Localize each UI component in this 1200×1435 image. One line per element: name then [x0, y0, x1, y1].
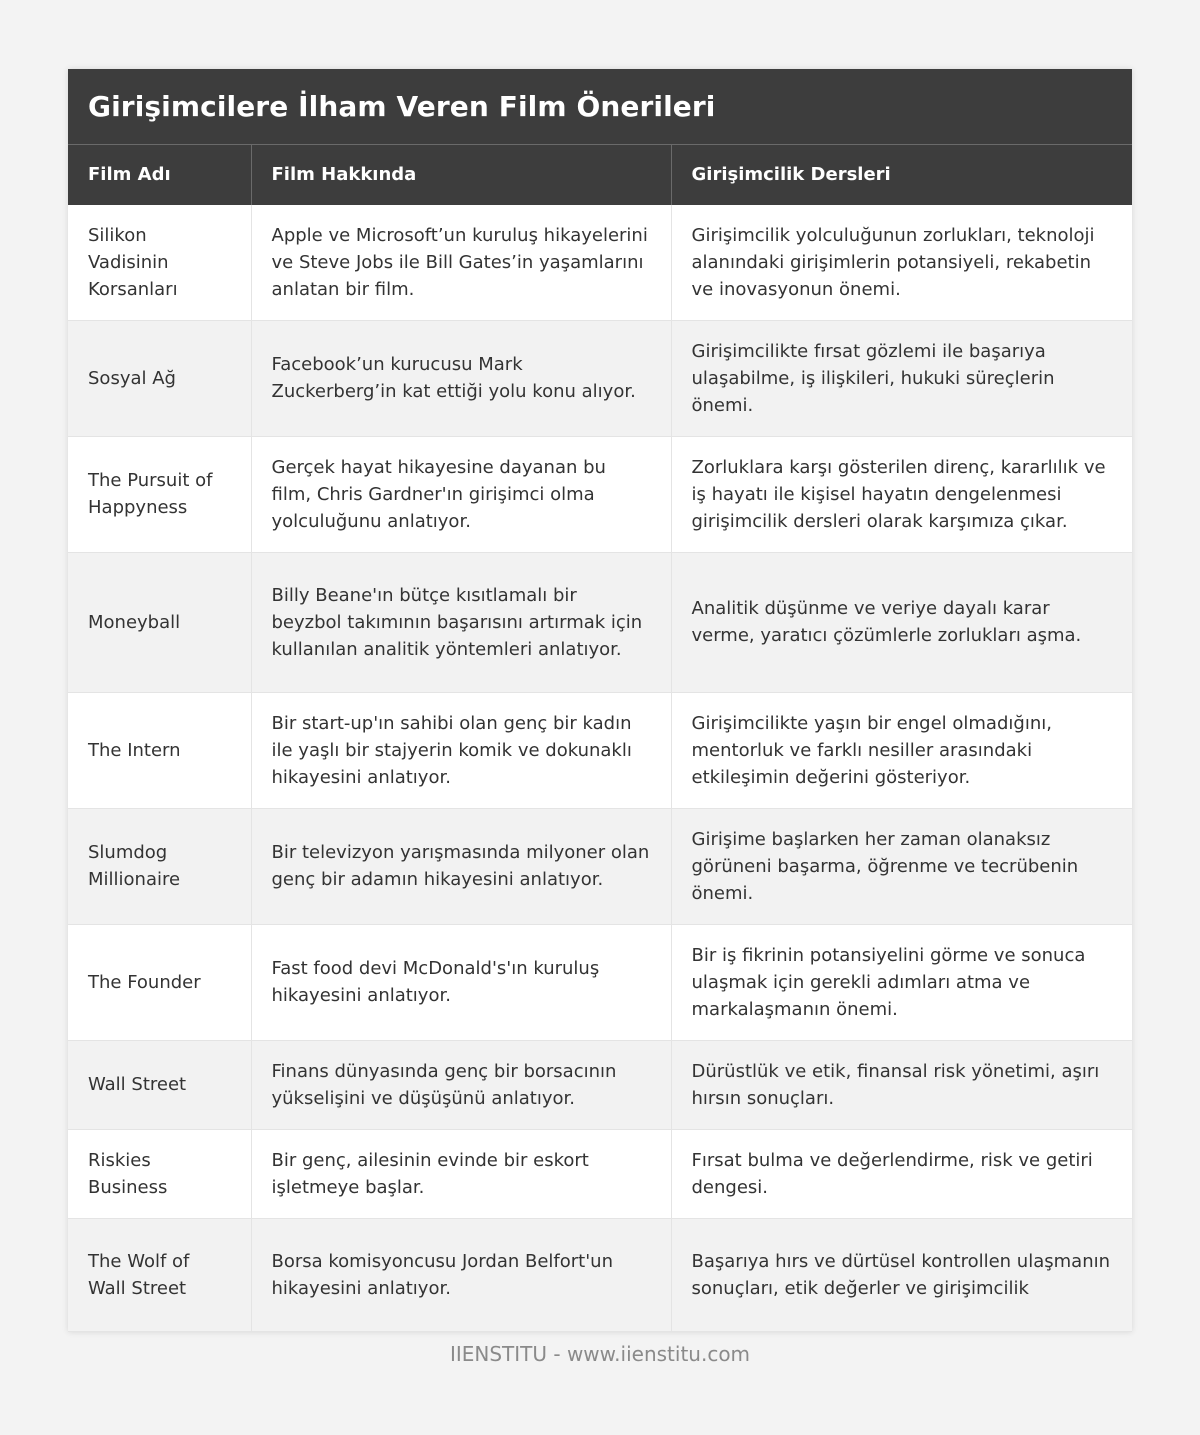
cell-about: Gerçek hayat hikayesine dayanan bu film, Chris Gardner'ın girişimci olma yolculuğunu anlatıyor. — [251, 436, 671, 552]
table-row — [68, 1129, 1132, 1218]
film-table — [68, 144, 1132, 1332]
column-header-lessons: Girişimcilik Dersleri — [671, 145, 1132, 205]
film-table-card — [68, 69, 1132, 1332]
table-row — [68, 436, 1132, 552]
cell-film-name: The Intern — [68, 692, 251, 808]
cell-film-name: The Founder — [68, 924, 251, 1040]
cell-about: Fast food devi McDonald's'ın kuruluş hikayesini anlatıyor. — [251, 924, 671, 1040]
cell-lessons: Dürüstlük ve etik, finansal risk yönetimi, aşırı hırsın sonuçları. — [671, 1040, 1132, 1129]
cell-about: Bir genç, ailesinin evinde bir eskort işletmeye başlar. — [251, 1129, 671, 1218]
cell-film-name: Slumdog Millionaire — [68, 808, 251, 924]
cell-lessons: Analitik düşünme ve veriye dayalı karar verme, yaratıcı çözümlerle zorlukları aşma. — [671, 552, 1132, 692]
cell-lessons: Girişimcilikte yaşın bir engel olmadığını, mentorluk ve farklı nesiller arasındaki etkileşimin değerini gösteriyor. — [671, 692, 1132, 808]
table-row — [68, 320, 1132, 436]
cell-about: Borsa komisyoncusu Jordan Belfort'un hikayesini anlatıyor. — [251, 1218, 671, 1331]
table-row — [68, 205, 1132, 321]
cell-about: Finans dünyasında genç bir borsacının yükselişini ve düşüşünü anlatıyor. — [251, 1040, 671, 1129]
table-row — [68, 924, 1132, 1040]
cell-lessons: Bir iş fikrinin potansiyelini görme ve sonuca ulaşmak için gerekli adımları atma ve markalaşmanın önemi. — [671, 924, 1132, 1040]
table-row — [68, 1040, 1132, 1129]
cell-film-name: Wall Street — [68, 1040, 251, 1129]
column-header-film-name: Film Adı — [68, 145, 251, 205]
column-header-about: Film Hakkında — [251, 145, 671, 205]
cell-film-name: The Wolf of Wall Street — [68, 1218, 251, 1331]
cell-about: Apple ve Microsoft’un kuruluş hikayelerini ve Steve Jobs ile Bill Gates’in yaşamlarını anlatan bir film. — [251, 205, 671, 321]
cell-about: Bir televizyon yarışmasında milyoner olan genç bir adamın hikayesini anlatıyor. — [251, 808, 671, 924]
cell-film-name: Silikon Vadisinin Korsanları — [68, 205, 251, 321]
cell-film-name: Moneyball — [68, 552, 251, 692]
cell-lessons: Girişimcilikte fırsat gözlemi ile başarıya ulaşabilme, iş ilişkileri, hukuki süreçlerin önemi. — [671, 320, 1132, 436]
cell-lessons: Fırsat bulma ve değerlendirme, risk ve getiri dengesi. — [671, 1129, 1132, 1218]
cell-lessons: Zorluklara karşı gösterilen direnç, kararlılık ve iş hayatı ile kişisel hayatın dengelenmesi girişimcilik dersleri olarak karşımıza çıkar. — [671, 436, 1132, 552]
table-row — [68, 552, 1132, 692]
cell-lessons: Girişime başlarken her zaman olanaksız görüneni başarma, öğrenme ve tecrübenin önemi. — [671, 808, 1132, 924]
page-title: Girişimcilere İlham Veren Film Önerileri — [88, 90, 716, 123]
table-row — [68, 1218, 1132, 1331]
footer-credit: IIENSTITU - www.iienstitu.com — [449, 1342, 751, 1366]
cell-about: Facebook’un kurucusu Mark Zuckerberg’in kat ettiği yolu konu alıyor. — [251, 320, 671, 436]
cell-lessons: Başarıya hırs ve dürtüsel kontrollen ulaşmanın sonuçları, etik değerler ve girişimcilik — [671, 1218, 1132, 1331]
cell-film-name: Riskies Business — [68, 1129, 251, 1218]
table-row — [68, 808, 1132, 924]
table-header-row — [68, 145, 1132, 205]
cell-film-name: Sosyal Ağ — [68, 320, 251, 436]
table-row — [68, 692, 1132, 808]
cell-about: Bir start-up'ın sahibi olan genç bir kadın ile yaşlı bir stajyerin komik ve dokunaklı hikayesini anlatıyor. — [251, 692, 671, 808]
cell-film-name: The Pursuit of Happyness — [68, 436, 251, 552]
title-bar — [68, 69, 1132, 144]
cell-lessons: Girişimcilik yolculuğunun zorlukları, teknoloji alanındaki girişimlerin potansiyeli, rekabetin ve inovasyonun önemi. — [671, 205, 1132, 321]
cell-about: Billy Beane'ın bütçe kısıtlamalı bir beyzbol takımının başarısını artırmak için kullanılan analitik yöntemleri anlatıyor. — [251, 552, 671, 692]
